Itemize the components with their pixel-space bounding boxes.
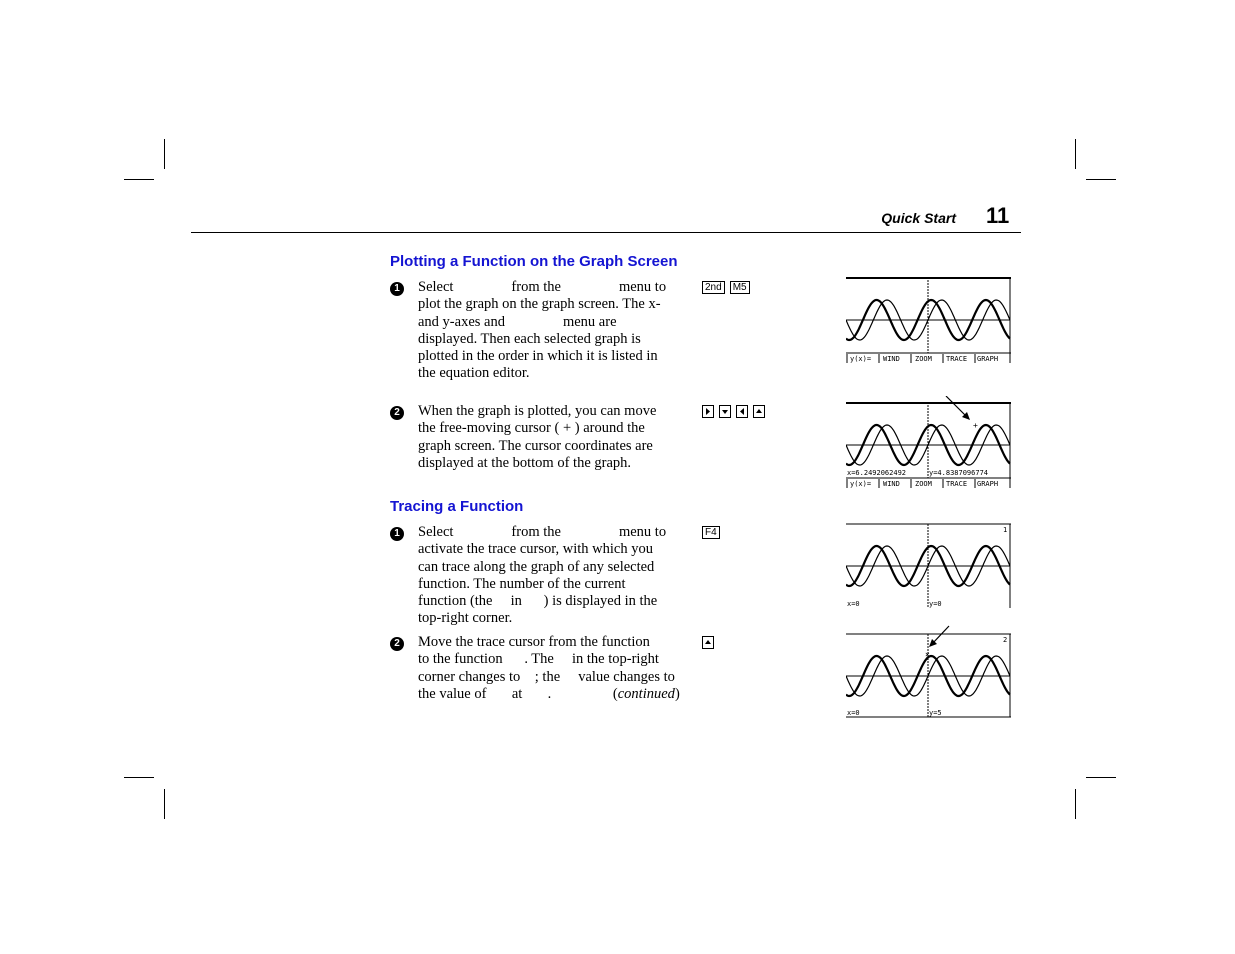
text-line: top-right corner. bbox=[418, 610, 513, 627]
text-line: to the function . The in the top-right bbox=[418, 651, 659, 668]
keystrokes bbox=[702, 405, 765, 418]
crop-mark bbox=[124, 777, 154, 778]
running-head: Quick Start bbox=[881, 210, 956, 226]
step-text bbox=[418, 524, 690, 628]
trace-y-readout: y=0 bbox=[929, 600, 942, 608]
right-arrow-icon bbox=[702, 405, 714, 418]
text-line: plot the graph on the graph screen. The x- bbox=[418, 296, 661, 313]
menu-item: ZOOM bbox=[915, 480, 932, 488]
step-text bbox=[418, 403, 690, 472]
down-arrow-icon bbox=[719, 405, 731, 418]
text-line: can trace along the graph of any selected bbox=[418, 558, 655, 575]
keystrokes bbox=[702, 526, 720, 539]
svg-text:+: + bbox=[973, 421, 978, 430]
text-line: plotted in the order in which it is listed in bbox=[418, 348, 658, 365]
menu-item: WIND bbox=[883, 480, 900, 488]
crop-mark bbox=[124, 179, 154, 180]
page-number: 11 bbox=[986, 203, 1010, 228]
crop-mark bbox=[1086, 777, 1116, 778]
text-line: the free-moving cursor ( + ) around the bbox=[418, 420, 645, 437]
step-number: 2 bbox=[390, 637, 404, 651]
key-2nd: 2nd bbox=[702, 281, 725, 294]
text-line: graph screen. The cursor coordinates are bbox=[418, 437, 653, 454]
keystrokes bbox=[702, 636, 714, 649]
text-line: the equation editor. bbox=[418, 365, 530, 382]
menu-item: TRACE bbox=[946, 355, 968, 363]
section-title-plotting: Plotting a Function on the Graph Screen bbox=[390, 253, 678, 270]
step-number: 1 bbox=[390, 527, 404, 541]
left-arrow-icon bbox=[736, 405, 748, 418]
text-line: the value of at . (continued) bbox=[418, 685, 680, 702]
cursor-y-readout: y=4.8387096774 bbox=[929, 469, 989, 477]
text-line: displayed at the bottom of the graph. bbox=[418, 454, 632, 471]
keystrokes bbox=[702, 281, 750, 294]
header-rule bbox=[191, 232, 1021, 233]
menu-item: y(x)= bbox=[850, 480, 872, 488]
step-text bbox=[418, 634, 690, 703]
up-arrow-icon bbox=[702, 636, 714, 649]
menu-item: GRAPH bbox=[977, 355, 999, 363]
menu-item: ZOOM bbox=[915, 355, 932, 363]
calculator-screen bbox=[846, 522, 1011, 610]
trace-y-readout: y=5 bbox=[929, 709, 942, 717]
step-text bbox=[418, 279, 690, 383]
function-number: 1 bbox=[1003, 526, 1008, 534]
text-line: Select from the menu to bbox=[418, 524, 667, 540]
text-line: corner changes to ; the value changes to bbox=[418, 668, 675, 685]
menu-item: WIND bbox=[883, 355, 900, 363]
text-line: Move the trace cursor from the function bbox=[418, 634, 650, 650]
text-line: activate the trace cursor, with which you bbox=[418, 541, 653, 558]
trace-x-readout: x=0 bbox=[847, 709, 860, 717]
menu-item: TRACE bbox=[946, 480, 968, 488]
text-line: When the graph is plotted, you can move bbox=[418, 403, 657, 419]
crop-mark bbox=[1075, 789, 1076, 819]
trace-x-readout: x=0 bbox=[847, 600, 860, 608]
text-line: Select from the menu to bbox=[418, 279, 667, 295]
calculator-screen bbox=[846, 624, 1011, 719]
key-f4: F4 bbox=[702, 526, 720, 539]
crop-mark bbox=[1075, 139, 1076, 169]
text-line: function. The number of the current bbox=[418, 575, 626, 592]
function-number: 2 bbox=[1003, 636, 1008, 644]
menu-item: GRAPH bbox=[977, 480, 999, 488]
text-line: and y-axes and menu are bbox=[418, 313, 617, 330]
calculator-screen bbox=[846, 396, 1011, 488]
key-m5: M5 bbox=[730, 281, 750, 294]
calculator-screen bbox=[846, 277, 1011, 363]
crop-mark bbox=[164, 139, 165, 169]
up-arrow-icon bbox=[753, 405, 765, 418]
section-title-tracing: Tracing a Function bbox=[390, 498, 524, 515]
text-line: displayed. Then each selected graph is bbox=[418, 330, 641, 347]
text-line: function (the in ) is displayed in the bbox=[418, 593, 658, 610]
crop-mark bbox=[164, 789, 165, 819]
step-number: 2 bbox=[390, 406, 404, 420]
svg-text:×: × bbox=[925, 650, 930, 659]
cursor-x-readout: x=6.2492062492 bbox=[847, 469, 907, 477]
menu-item: y(x)= bbox=[850, 355, 872, 363]
step-number: 1 bbox=[390, 282, 404, 296]
crop-mark bbox=[1086, 179, 1116, 180]
